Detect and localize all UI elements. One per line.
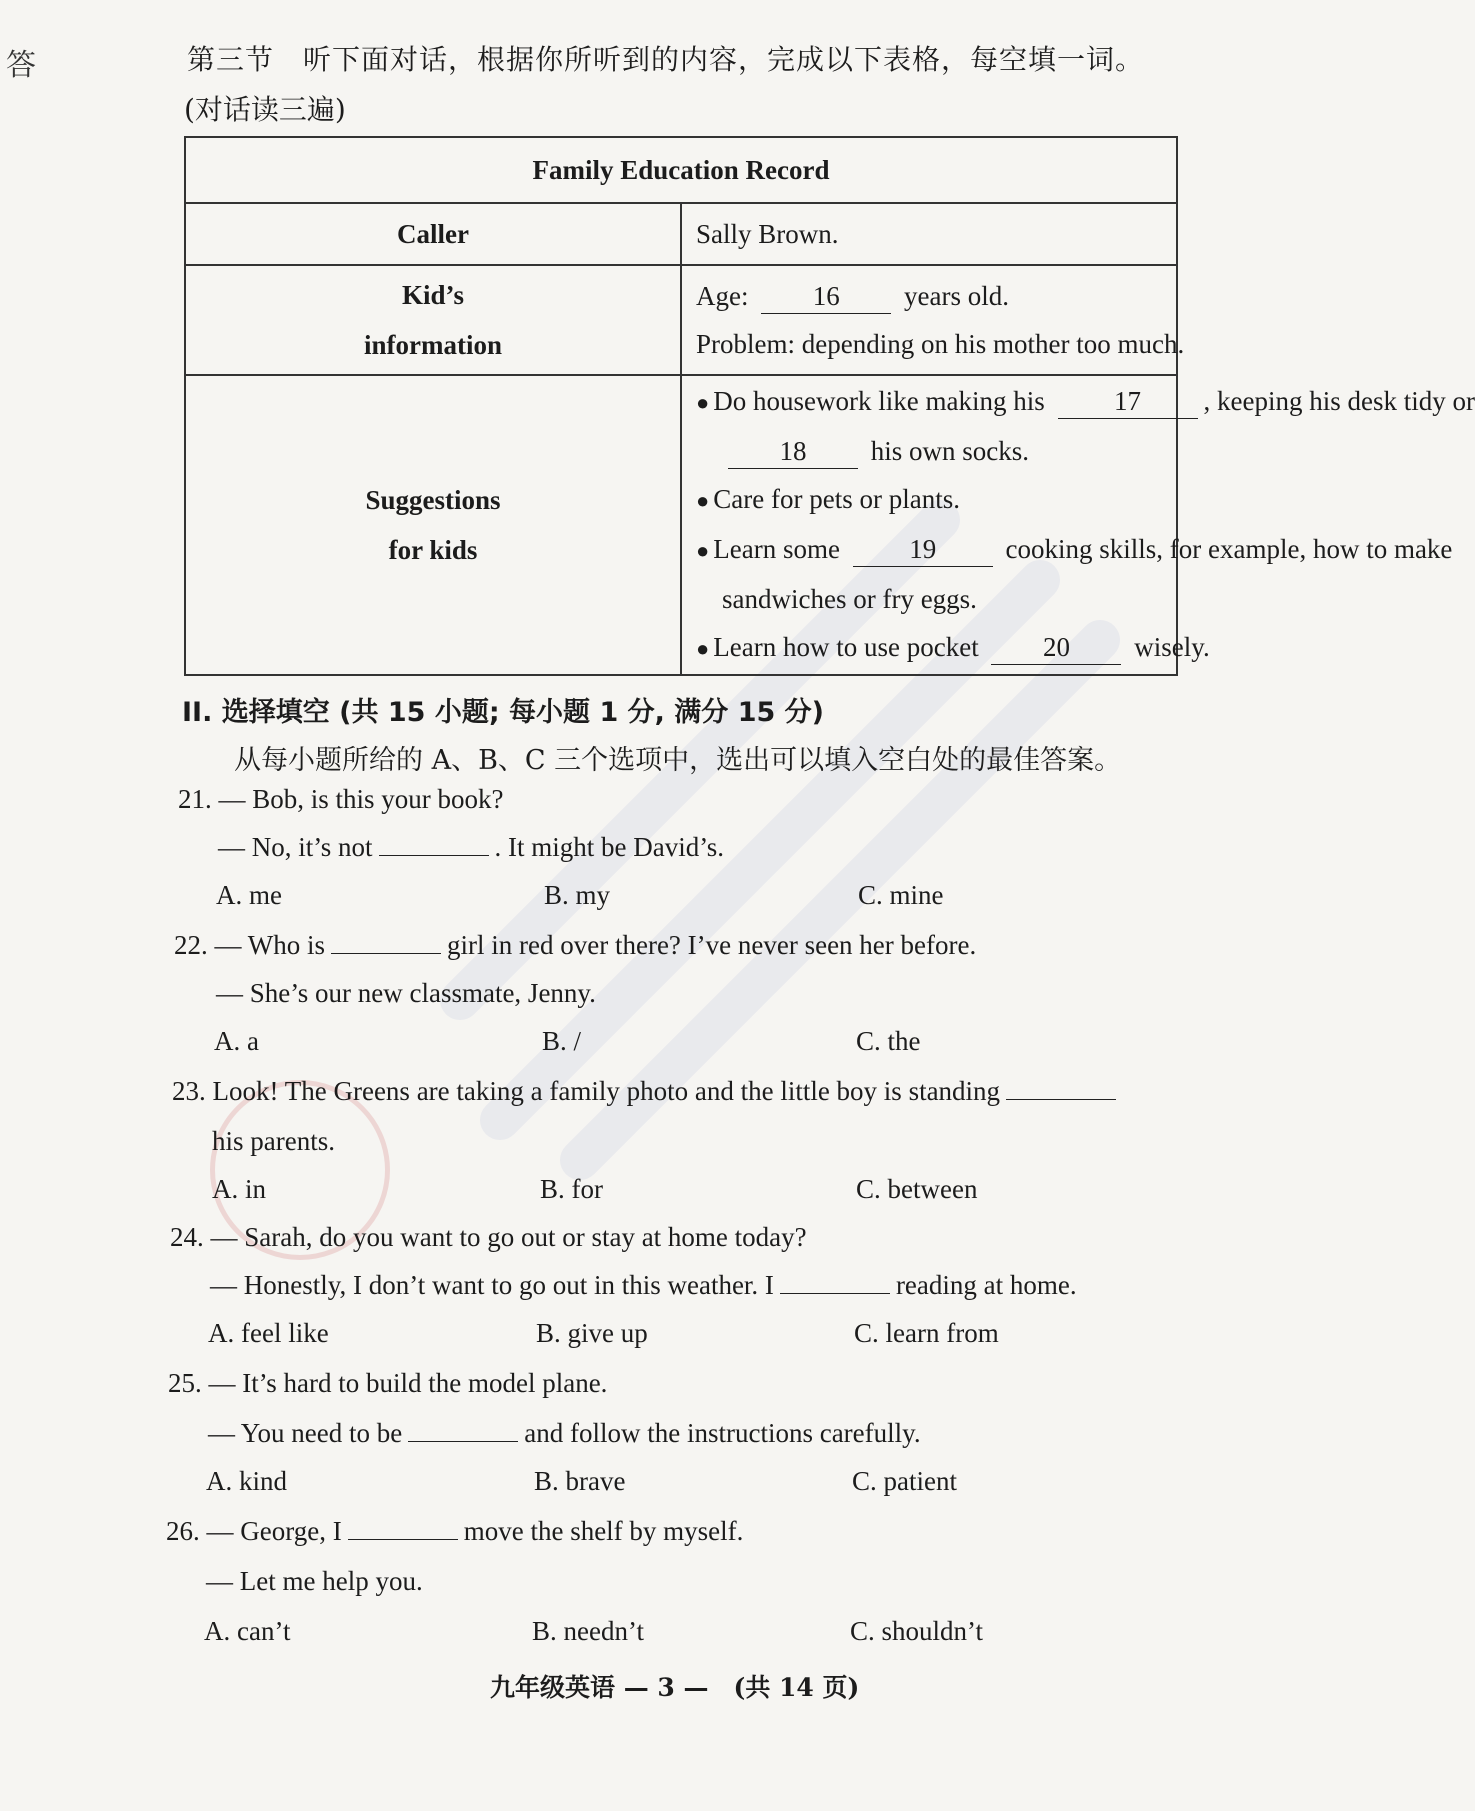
suggestions-label [185,375,681,675]
family-education-table [184,136,1475,676]
answer-blank-17: 17 [1058,384,1198,419]
option-21-a[interactable]: A. me [216,880,282,910]
suggestion-2 [696,475,1175,525]
question-text: . It might be David’s. [494,832,724,862]
option-22-b[interactable]: B. / [542,1026,582,1056]
question-text: — Sarah, do you want to go out or stay at home today? [210,1222,807,1252]
problem-line: Problem: depending on his mother too much. [696,329,1185,359]
option-21-b[interactable]: B. my [544,880,611,910]
page-footer: 九年级英语 — 3 — (共 14 页) [490,1673,860,1702]
question-text: — George, I [206,1516,342,1546]
question-24-line2 [210,1270,1077,1301]
question-text: Look! The Greens are taking a family photo and the little boy is standing [212,1076,1001,1106]
kid-info-value [681,265,1185,375]
kid-label-line2: information [364,330,502,360]
sugg-label-line2: for kids [388,535,478,565]
bullet-icon: ● [696,488,710,513]
suggestion-3-cont: sandwiches or fry eggs. [722,584,977,614]
option-21-c[interactable]: C. mine [858,880,944,910]
question-22-line2 [216,978,596,1009]
option-22-c[interactable]: C. the [856,1026,921,1056]
suggestion-1 [696,377,1475,427]
answer-blank[interactable] [331,953,441,954]
age-suffix: years old. [903,281,1009,311]
kid-label-line1: Kid’s [401,280,464,310]
question-number: 21. [178,784,212,814]
answer-blank[interactable] [379,855,489,856]
question-24-line1 [170,1222,807,1253]
question-text: — She’s our new classmate, Jenny. [216,978,596,1008]
answer-blank-18: 18 [728,434,858,469]
question-number: 26. [166,1516,200,1546]
question-26-line1 [166,1516,743,1547]
sugg-label-line1: Suggestions [365,485,501,515]
question-text: — Who is [214,930,326,960]
question-23-line2 [212,1126,335,1157]
question-text: and follow the instructions carefully. [524,1418,921,1448]
part2-instruction: 从每小题所给的 A、B、C 三个选项中，选出可以填入空白处的最佳答案。 [234,745,1122,776]
question-25-line2 [208,1418,921,1449]
caller-label: Caller [185,203,681,265]
answer-blank[interactable] [1006,1099,1116,1100]
age-prefix: Age: [696,281,749,311]
answer-blank[interactable] [408,1441,518,1442]
option-25-c[interactable]: C. patient [852,1466,957,1496]
question-text: reading at home. [895,1270,1077,1300]
section-heading: 第三节 听下面对话，根据你所听到的内容，完成以下表格，每空填一词。 [187,43,1145,76]
part2-heading: II. 选择填空 (共 15 小题; 每小题 1 分, 满分 15 分) [182,697,825,728]
option-24-a[interactable]: A. feel like [208,1318,329,1348]
suggestion-4 [696,623,1210,673]
question-text: — Bob, is this your book? [218,784,504,814]
answer-blank[interactable] [348,1539,458,1540]
bullet-icon: ● [696,538,710,563]
question-number: 23. [172,1076,206,1106]
s4-text-b: wisely. [1134,632,1210,662]
suggestions-value [681,375,1475,675]
question-text: — You need to be [208,1418,403,1448]
margin-mark: 答 [6,48,36,83]
question-text: — It’s hard to build the model plane. [208,1368,608,1398]
option-23-a[interactable]: A. in [212,1174,266,1204]
question-text: his parents. [212,1126,335,1156]
s1-text-c: his own socks. [870,436,1030,466]
question-number: 22. [174,930,208,960]
age-line [696,272,1175,320]
question-21-line2 [218,832,724,863]
answer-blank-20: 20 [991,630,1121,665]
s1-text-a: Do housework like making his [713,386,1045,416]
s3-text-b: cooking skills, for example, how to make [1005,534,1453,564]
answer-blank-19: 19 [853,532,993,567]
bullet-icon: ● [696,636,710,661]
suggestion-1-cont [696,427,1175,475]
question-text: move the shelf by myself. [463,1516,744,1546]
question-text: — Let me help you. [206,1566,423,1596]
bullet-icon: ● [696,390,710,415]
kid-info-label [185,265,681,375]
option-23-c[interactable]: C. between [856,1174,978,1204]
section-subheading: (对话读三遍) [184,93,346,126]
question-number: 24. [170,1222,204,1252]
question-text: girl in red over there? I’ve never seen her before. [447,930,977,960]
option-26-b[interactable]: B. needn’t [532,1616,644,1646]
suggestion-3 [696,525,1453,575]
question-23-line1 [172,1076,1122,1107]
question-22-line1 [174,930,976,961]
table-title: Family Education Record [185,137,1177,203]
option-26-a[interactable]: A. can’t [204,1616,291,1646]
answer-blank[interactable] [780,1293,890,1294]
s3-text-a: Learn some [713,534,840,564]
question-text: — No, it’s not [218,832,373,862]
option-24-c[interactable]: C. learn from [854,1318,999,1348]
question-25-line1 [168,1368,607,1399]
question-21-line1 [178,784,504,815]
caller-value: Sally Brown. [681,203,1177,265]
s1-text-b: , keeping his desk tidy or [1203,386,1475,416]
question-26-line2 [206,1566,423,1597]
option-25-b[interactable]: B. brave [534,1466,626,1496]
option-23-b[interactable]: B. for [540,1174,603,1204]
answer-blank-16: 16 [761,279,891,314]
question-number: 25. [168,1368,202,1398]
s4-text-a: Learn how to use pocket [713,632,979,662]
s2-text: Care for pets or plants. [713,484,960,514]
option-25-a[interactable]: A. kind [206,1466,287,1496]
option-22-a[interactable]: A. a [214,1026,259,1056]
option-26-c[interactable]: C. shouldn’t [850,1616,984,1646]
option-24-b[interactable]: B. give up [536,1318,648,1348]
question-text: — Honestly, I don’t want to go out in this weather. I [210,1270,774,1300]
